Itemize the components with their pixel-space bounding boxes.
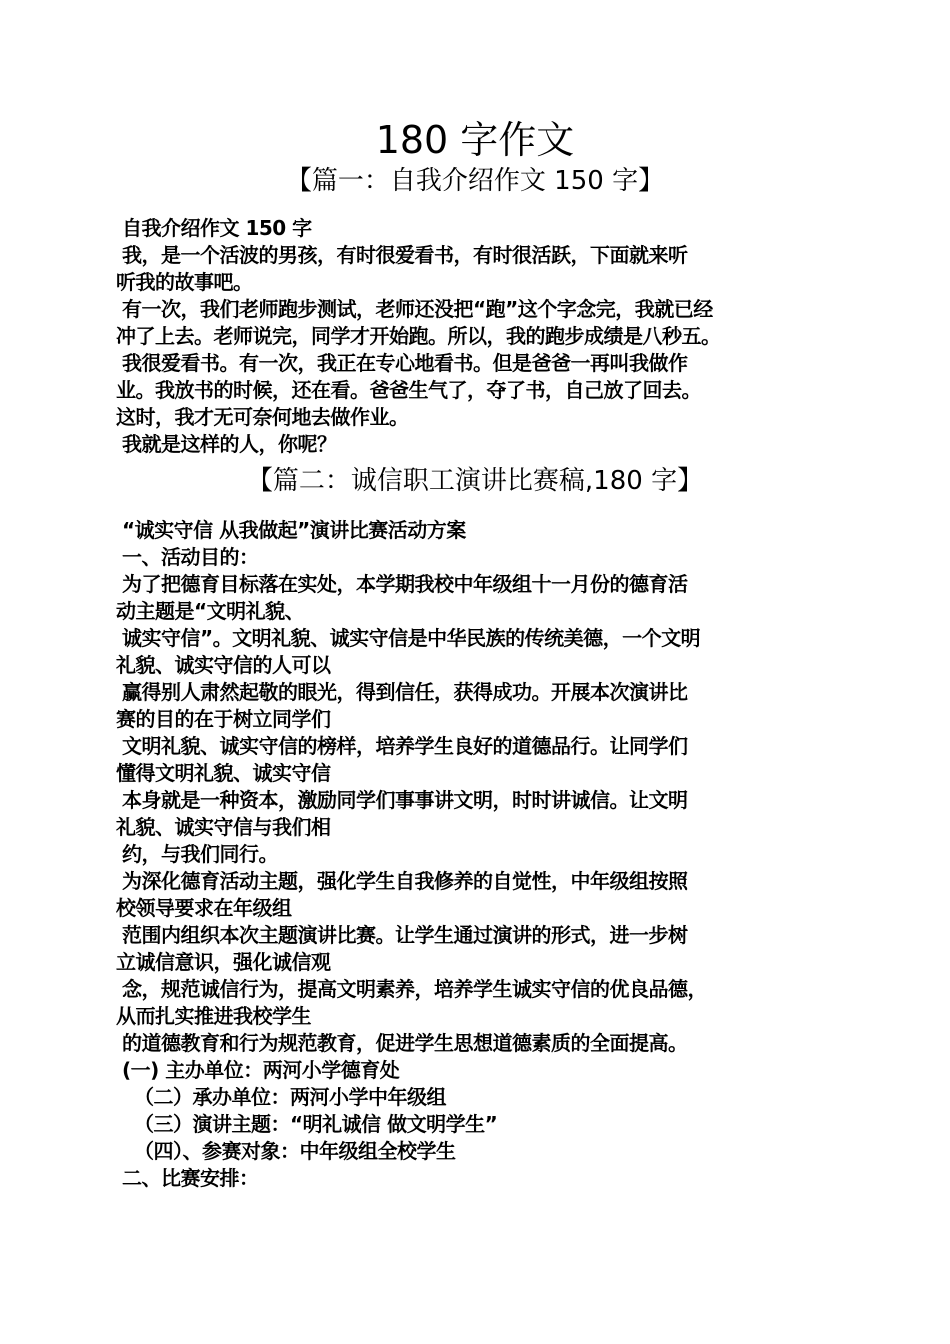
paragraph-line: (一) 主办单位：两河小学德育处 [122, 1058, 400, 1082]
paragraph-line: 为深化德育活动主题，强化学生自我修养的自觉性，中年级组按照 [122, 869, 688, 893]
paragraph-line: “诚实守信 从我做起”演讲比赛活动方案 [122, 518, 466, 542]
document-title: 180 字作文 [375, 118, 575, 162]
section-heading-1: 【篇一：自我介绍作文 150 字】 [285, 166, 665, 196]
paragraph-line: 约，与我们同行。 [122, 842, 278, 866]
paragraph-line: 赢得别人肃然起敬的眼光，得到信任，获得成功。开展本次演讲比 [122, 680, 688, 704]
paragraph-line: 礼貌、诚实守信与我们相 [116, 815, 331, 839]
paragraph-line: 范围内组织本次主题演讲比赛。让学生通过演讲的形式，进一步树 [122, 923, 688, 947]
paragraph-line: 赛的目的在于树立同学们 [116, 707, 331, 731]
paragraph-line: 念，规范诚信行为，提高文明素养，培养学生诚实守信的优良品德， [122, 977, 707, 1001]
paragraph-line: 听我的故事吧。 [116, 270, 253, 294]
paragraph-line: （三）演讲主题：“明礼诚信 做文明学生” [134, 1112, 498, 1136]
paragraph-line: 冲了上去。老师说完，同学才开始跑。所以，我的跑步成绩是八秒五。 [116, 324, 721, 348]
section-heading-2: 【篇二：诚信职工演讲比赛稿,180 字】 [246, 466, 704, 496]
paragraph-line: 我很爱看书。有一次，我正在专心地看书。但是爸爸一再叫我做作 [122, 351, 688, 375]
paragraph-line: 我就是这样的人，你呢？ [122, 432, 337, 456]
paragraph-line: （四）、参赛对象：中年级组全校学生 [134, 1139, 456, 1163]
paragraph-line: （二）承办单位：两河小学中年级组 [134, 1085, 446, 1109]
paragraph-line: 诚实守信”。文明礼貌、诚实守信是中华民族的传统美德，一个文明 [122, 626, 701, 650]
paragraph-line: 我，是一个活波的男孩，有时很爱看书，有时很活跃，下面就来听 [122, 243, 688, 267]
section-body-1 [116, 215, 856, 458]
paragraph-line: 业。我放书的时候，还在看。爸爸生气了，夺了书，自己放了回去。 [116, 378, 701, 402]
section-body-2 [116, 517, 856, 1192]
paragraph-line: 一、活动目的： [122, 545, 259, 569]
paragraph-line: 文明礼貌、诚实守信的榜样，培养学生良好的道德品行。让同学们 [122, 734, 688, 758]
paragraph-line: 这时，我才无可奈何地去做作业。 [116, 405, 409, 429]
paragraph-line: 校领导要求在年级组 [116, 896, 292, 920]
paragraph-line: 立诚信意识，强化诚信观 [116, 950, 331, 974]
paragraph-line: 懂得文明礼貌、诚实守信 [116, 761, 331, 785]
paragraph-line: 礼貌、诚实守信的人可以 [116, 653, 331, 677]
paragraph-line: 有一次，我们老师跑步测试，老师还没把“跑”这个字念完，我就已经 [122, 297, 713, 321]
paragraph-line: 动主题是“文明礼貌、 [116, 599, 305, 623]
paragraph-line: 从而扎实推进我校学生 [116, 1004, 311, 1028]
paragraph-line: 二、比赛安排： [122, 1166, 259, 1190]
paragraph-line: 自我介绍作文 150 字 [122, 216, 312, 240]
paragraph-line: 本身就是一种资本，激励同学们事事讲文明，时时讲诚信。让文明 [122, 788, 688, 812]
paragraph-line: 的道德教育和行为规范教育，促进学生思想道德素质的全面提高。 [122, 1031, 688, 1055]
paragraph-line: 为了把德育目标落在实处，本学期我校中年级组十一月份的德育活 [122, 572, 688, 596]
